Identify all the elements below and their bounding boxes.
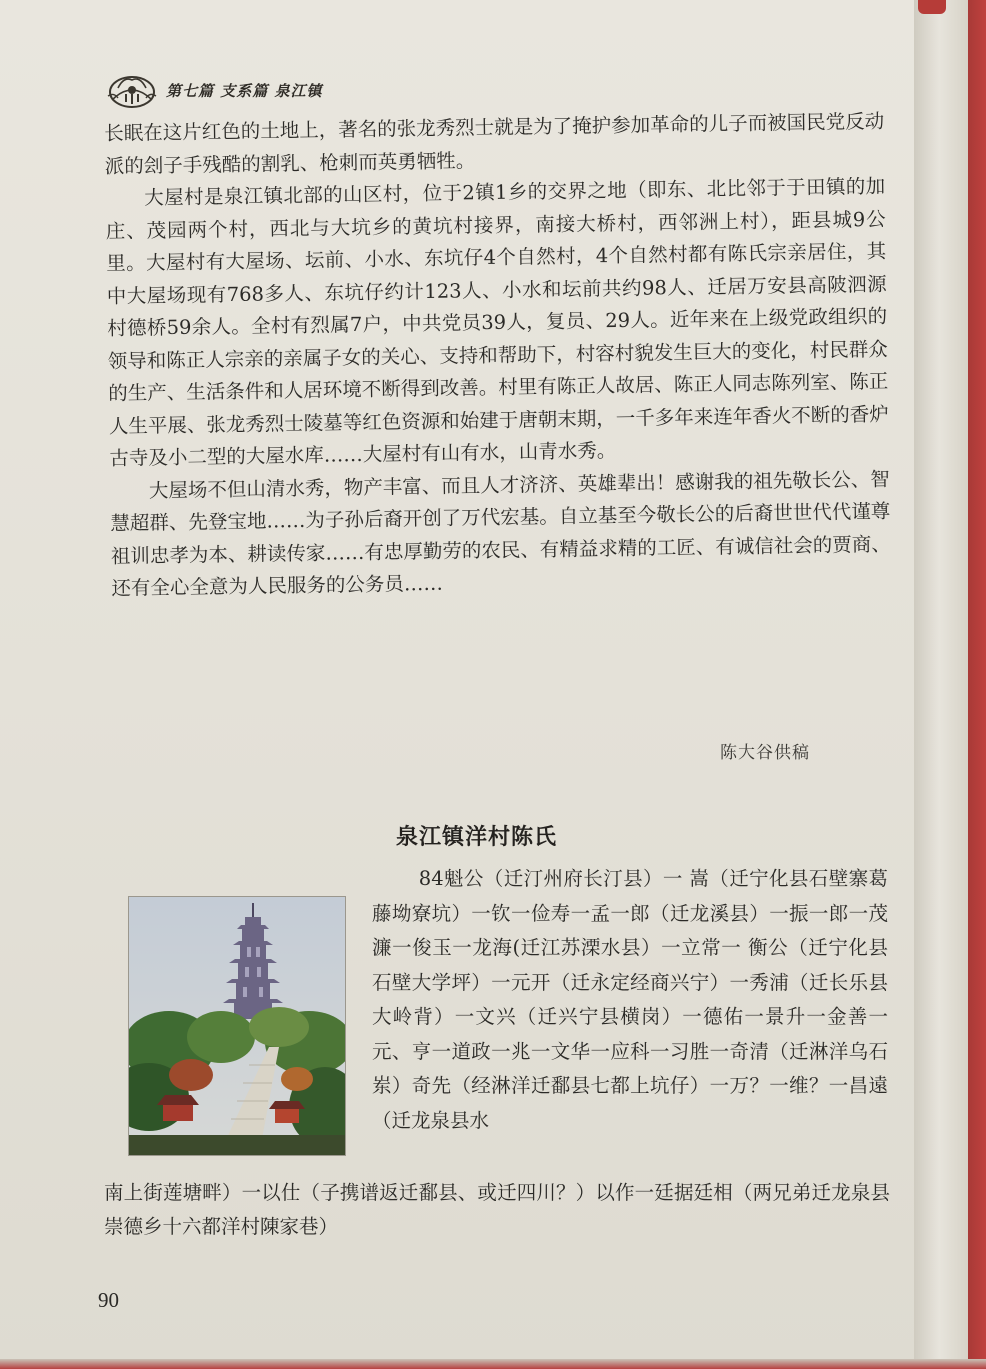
section-title: 泉江镇洋村陈氏 (396, 825, 558, 850)
paragraph-dawu-village: 大屋村是泉江镇北部的山区村，位于2镇1乡的交界之地（即东、北比邻于于田镇的加庄、茂园两个村，西北与大坑乡的黄坑村接界，南接大桥村，西邻洲上村），距县城9公里。大屋村有大屋场、坛前、小水、东坑仔4个自然村，4个自然村都有陈氏宗亲居住，其中大屋场现有768多人、东坑仔约计123人、小水和坛前共约98人、迁居万安县高陂泗源村德桥59余人。全村有烈属7户，中共党员39人，复员、29人。近年来在上级党政组织的领导和陈正人宗亲的亲属子女的关心、支持和帮助下，村容村貌发生巨大的变化，村民群众的生产、生活条件和人居环境不断得到改善。村里有陈正人故居、陈正人同志陈列室、陈正人生平展、张龙秀烈士陵墓等红色资源和始建于唐朝末期，一千多年来连年香火不断的香炉古寺及小二型的大屋水库……大屋村有山有水，山青水秀。 (105, 174, 889, 470)
book-edge (914, 0, 986, 1369)
lineage-text: 84魁公（迁汀州府长汀县）一 嵩（迁宁化县石壁寨葛藤坳寮坑）一钦一俭寿一孟一郎（迁龙溪县）一振一郎一茂濂一俊玉一龙海(迁江苏溧水县）一立常一 衡公（迁宁化县石壁大学坪）一元开（迁永定经商兴宁）一秀浦（迁长乐县大岭背）一文兴（迁兴宁县横岗）一德佑一景升一金善一元、亨一道政一兆一文华一应科一习胜一奇清（迁淋洋乌石岽）奇先（经淋洋迁鄱县七都上坑仔）一万？一维？一昌遠（迁龙泉县水 (372, 867, 888, 1132)
pagoda-illustration (129, 897, 345, 1155)
ribbon-marker (918, 0, 946, 14)
decorative-emblem-icon (104, 70, 160, 110)
lineage-text-continued: 南上街莲塘畔）一以仕（子携谱返迁鄱县、或迁四川？）以作一廷据廷相（两兄弟迁龙泉县崇德乡十六都洋村陳家巷） (104, 1181, 890, 1238)
running-title: 第七篇 支系篇 泉江镇 (166, 81, 323, 100)
pagoda-photo (128, 896, 346, 1156)
body-text (104, 106, 892, 606)
paragraph-dawu-ancestors: 大屋场不但山清水秀，物产丰富、而且人才济济、英雄辈出！感谢我的祖先敬长公、智慧超群、先登宝地……为子孙后裔开创了万代宏基。自立基至今敬长公的后裔世世代代谨尊祖训忠孝为本、耕读传家……有忠厚勤劳的农民、有精益求精的工匠、有诚信社会的贾商、还有全心全意为人民服务的公务员…… (110, 467, 891, 600)
contributor-credit: 陈大谷供稿 (720, 743, 810, 763)
bottom-cover-edge (0, 1359, 986, 1369)
paragraph-continuation: 长眠在这片红色的土地上，著名的张龙秀烈士就是为了掩护参加革命的儿子而被国民党反动派的刽子手残酷的割乳、枪刺而英勇牺牲。 (104, 109, 885, 178)
page-number: 90 (98, 1288, 119, 1312)
red-cover-edge (968, 0, 986, 1369)
running-header (104, 70, 322, 110)
